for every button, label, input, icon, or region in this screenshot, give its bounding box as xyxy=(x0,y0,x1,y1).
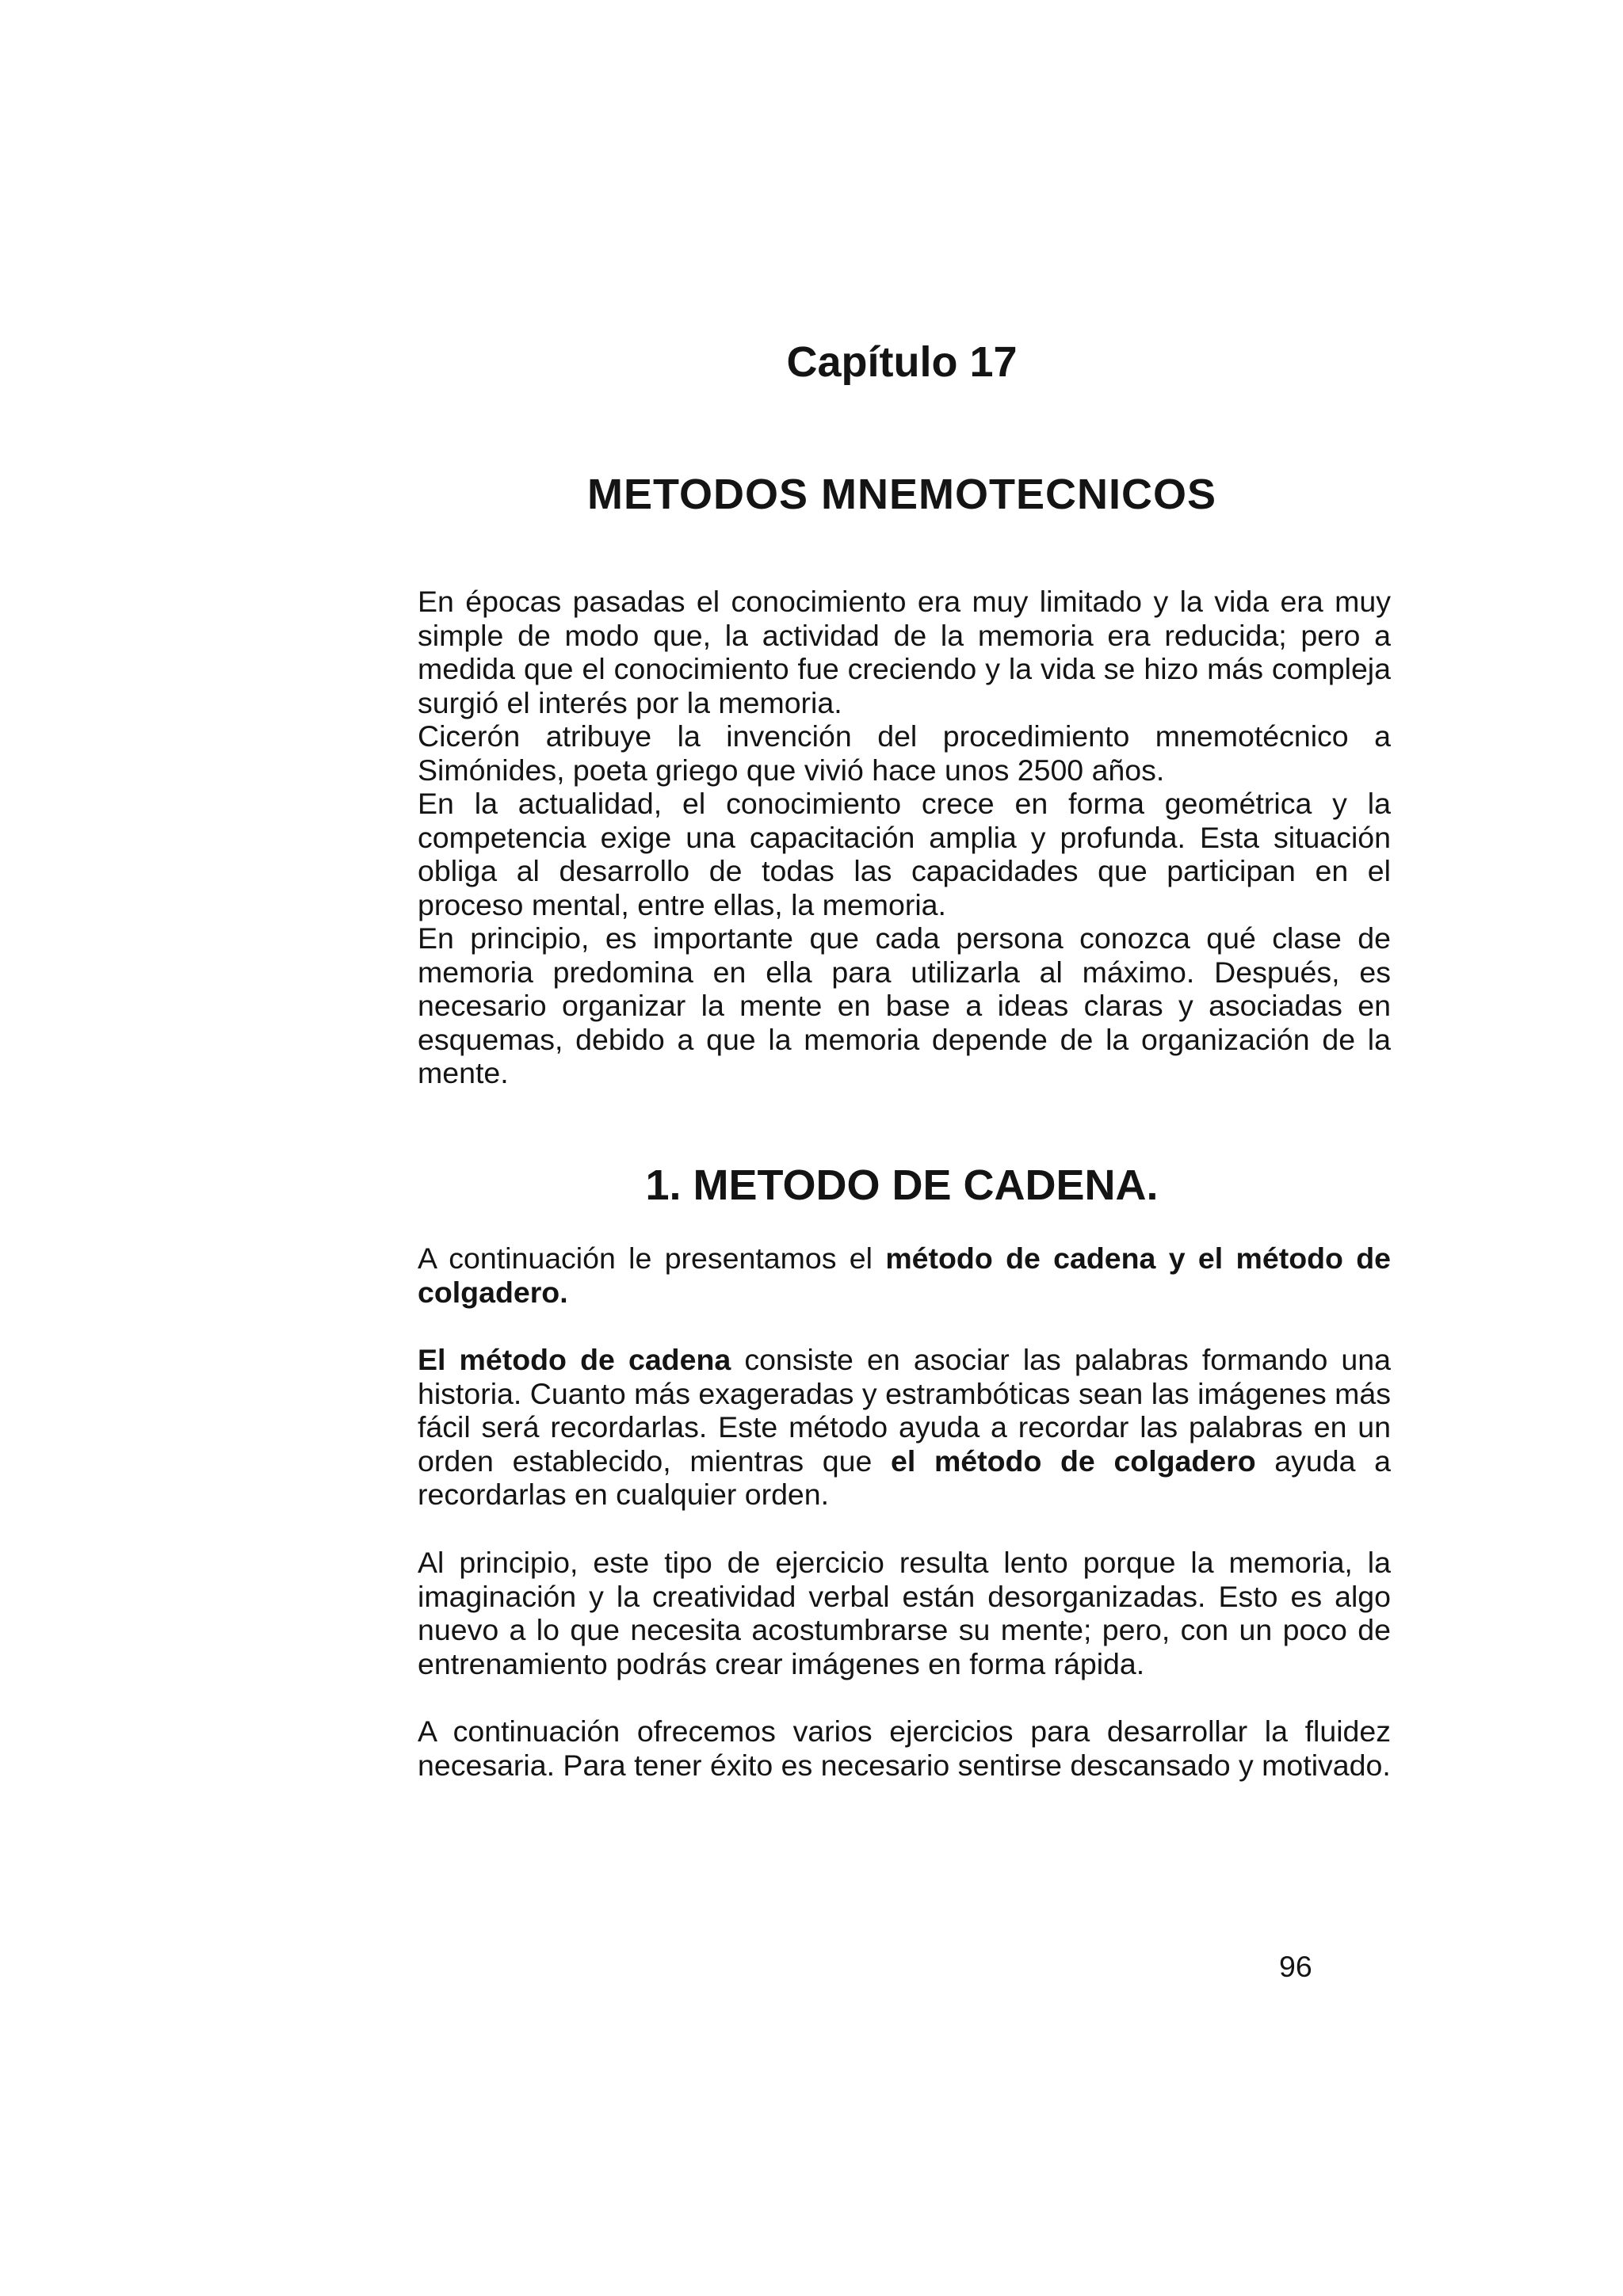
method-intro-bold: método de cadena y el método de colgadero. xyxy=(418,1241,1392,1309)
method-intro-text: A continuación le presentamos el xyxy=(418,1241,886,1275)
chain-method-paragraph xyxy=(418,1343,1391,1512)
page-number: 96 xyxy=(1279,1950,1312,1983)
practice-text: Al principio, este tipo de ejercicio resulta lento porque la memoria, la imaginación y la creatividad verbal están desorganizadas. Esto es algo nuevo a lo que necesita acostumbrarse su mente; pero, con un poco de entrenamiento podrás crear imágenes en forma rápida. xyxy=(418,1546,1391,1680)
chain-method-term: El método de cadena xyxy=(418,1343,731,1376)
chapter-title: Capítulo 17 xyxy=(786,338,1018,386)
exercise-paragraph xyxy=(418,1714,1391,1782)
section-title: 1. METODO DE CADENA. xyxy=(645,1161,1159,1209)
intro-text xyxy=(418,585,1391,1090)
chapter-heading: METODOS MNEMOTECNICOS xyxy=(586,471,1217,518)
intro-paragraph: En épocas pasadas el conocimiento era muy limitado y la vida era muy simple de modo que, la actividad de la memoria era reducida; pero a medida que el conocimiento fue creciendo y la vida se hizo más compleja surgió el interés por la memoria. xyxy=(418,585,1391,719)
practice-paragraph xyxy=(418,1546,1391,1680)
exercise-text: A continuación ofrecemos varios ejercicios para desarrollar la fluidez necesaria. Para tener éxito es necesario sentirse descansado y motivado. xyxy=(418,1714,1391,1782)
hanger-method-term: el método de colgadero xyxy=(891,1444,1256,1478)
intro-paragraph: Cicerón atribuye la invención del procedimiento mnemotécnico a Simónides, poeta griego que vivió hace unos 2500 años. xyxy=(418,719,1391,787)
chain-method-text: consiste en asociar las palabras formando una historia. Cuanto más exageradas y estrambóticas sean las imágenes más fácil será recordarlas. Este método ayuda a recordar las palabras en un orden establecido, mientras que xyxy=(418,1343,1391,1478)
chain-method-text-end: ayuda a recordarlas en cualquier orden. xyxy=(418,1444,1391,1511)
intro-paragraph: En la actualidad, el conocimiento crece en forma geométrica y la competencia exige una capacitación amplia y profunda. Esta situación obliga al desarrollo de todas las capacidades que participan en el proceso mental, entre ellas, la memoria. xyxy=(418,787,1391,921)
intro-paragraph: En principio, es importante que cada persona conozca qué clase de memoria predomina en ella para utilizarla al máximo. Después, es necesario organizar la mente en base a ideas claras y asociadas en esquemas, debido a que la memoria depende de la organización de la mente. xyxy=(418,921,1391,1089)
method-intro-paragraph xyxy=(418,1241,1391,1309)
